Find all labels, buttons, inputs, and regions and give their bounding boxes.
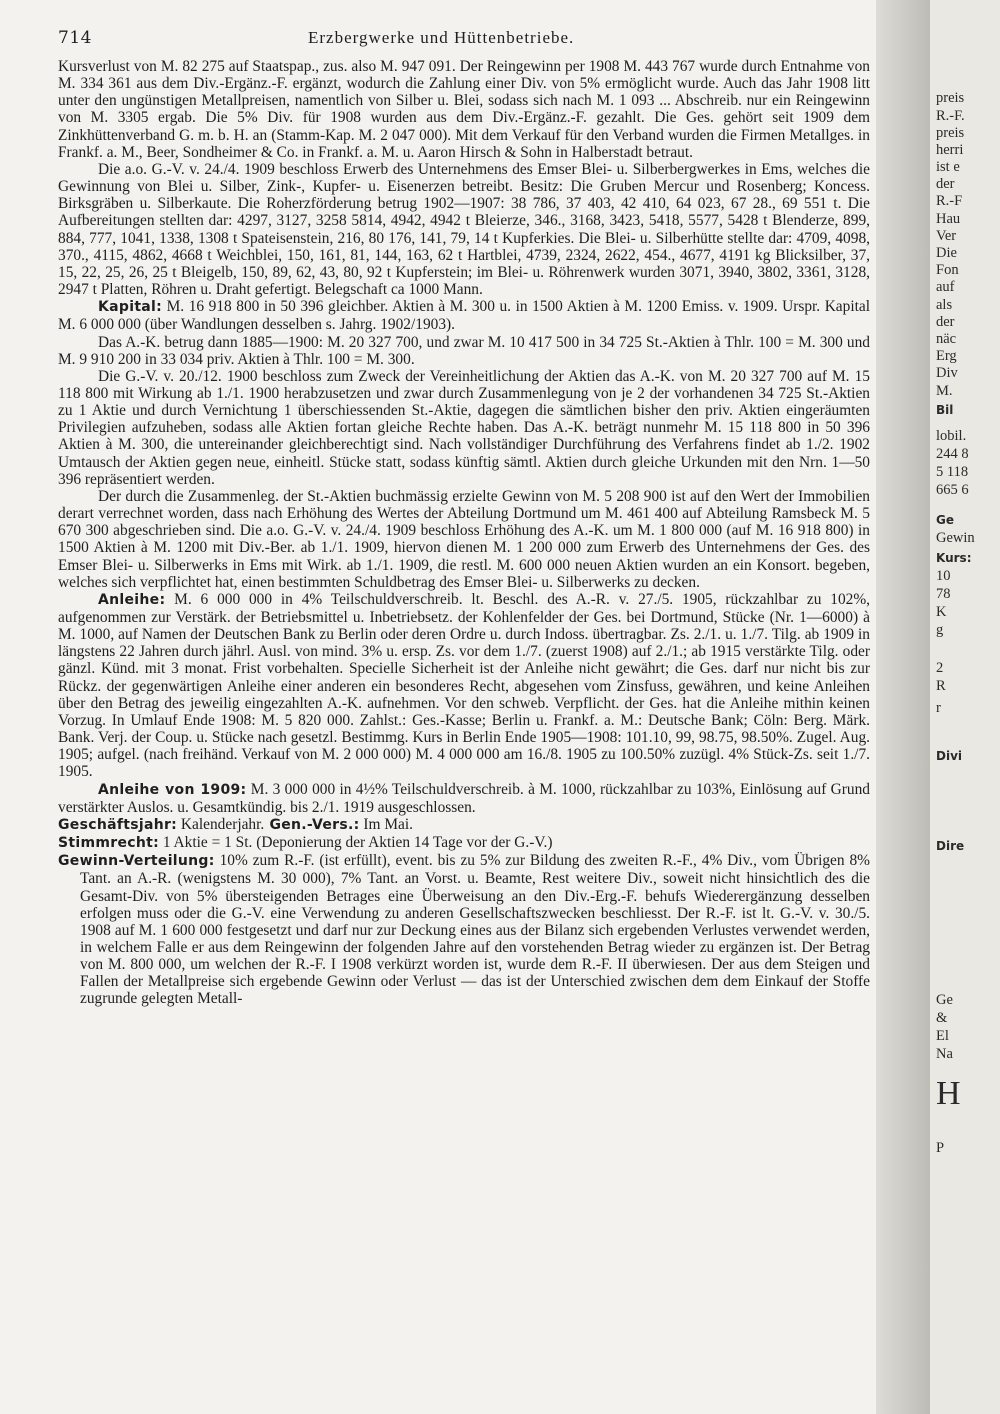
fragment: Gewin [936, 530, 975, 546]
fragment: K [936, 604, 947, 620]
running-header [58, 28, 870, 48]
paragraph-ak-1885: Das A.-K. betrug dann 1885—1900: M. 20 327 700, und zwar M. 10 417 500 in 34 725 St.-Aktien à Thlr. 100 = M. 300 und M. 9 910 200 in 33 034 priv. Aktien à Thlr. 100 = M. 300. [58, 333, 870, 368]
fragment: 5 118 [936, 464, 969, 480]
fragment: El [936, 1028, 949, 1044]
fragment: Fon [936, 262, 959, 278]
paragraph-zusammenlegung: Der durch die Zusammenleg. der St.-Aktien buchmässig erzielte Gewinn von M. 5 208 900 ist auf den Wert der Immobilien derart verrechnet worden, dass nach Erhöhung des Wertes der Abteilung Dortmund um M. 461 400 auf Abteilung Ramsbeck M. 5 670 300 abgeschrieben sind. Die a.o. G.-V. v. 24./4. 1909 beschloss Erhöhung des A.-K. um M. 1 800 000 (auf M. 16 918 800) in 1500 Aktien à M. 1200 mit Div.-Ber. ab 1./1. 1909, hiervon dienen M. 1 200 000 zum Erwerb des Unternehmens der Ges. des Emser Blei- u. Silberwerks in Ems mit Wirk. ab 1./1. 1909, die restl. M. 600 000 neuen Aktien wurden an ein Konsort. begeben, welches sich verpflichtet hat, einen bestimmten Schuldbetrag des Emser Blei- u. Silberwerks zu decken. [58, 487, 870, 591]
fragment: & [936, 1010, 948, 1026]
fragment: 78 [936, 586, 951, 602]
fragment: Na [936, 1046, 953, 1062]
fragment: lobil. [936, 428, 967, 444]
fragment: näc [936, 331, 957, 347]
paragraph-ems-acquisition: Die a.o. G.-V. v. 24./4. 1909 beschloss Erwerb des Unternehmens des Emser Blei- u. Silberbergwerkes in Ems, welches die Gewinnung von Blei u. Silber, Zink-, Kupfer- u. Eisenerzen betreibt. Besitz: Die Gruben Mercur und Rosenberg; Koncess. Birksgräben u. Silberkaute. Die Roherzförderung betrug 1902—1907: 38 786, 37 403, 42 410, 64 023, 67 28., 69 551 t. Die Aufbereitungen stellten dar: 4297, 3127, 3258 5814, 4942, 4942 t Bleierze, 346., 3168, 3423, 5418, 5577, 5428 t Blenderze, 899, 884, 777, 1041, 1338, 1308 t Spateisenstein, 216, 80 176, 141, 79, 14 t Kupferkies. Die Blei- u. Silberhütte stellte dar: 4709, 4098, 370., 4115, 4862, 4668 t Weichblei, 150, 161, 81, 144, 163, 62 t Hartblei, 4739, 2324, 2622, 454., 4677, 4191 kg Blicksilber, 37, 15, 22, 25, 26, 25 t Bleigelb, 150, 89, 62, 43, 80, 92 t Kupferstein; im Blei- u. Röhrenwerk wurden 3071, 3940, 3802, 3361, 3128, 2947 t Platten, Röhren u. Draht gefertigt. Belegschaft ca 1000 Mann. [58, 160, 870, 299]
fragment: Ge [936, 992, 953, 1008]
binding-gutter [876, 0, 930, 1414]
fragment: Hau [936, 211, 961, 227]
fragment: auf [936, 279, 955, 295]
fragment: Ver [936, 228, 957, 244]
anleihe-1909-heading: Anleihe von 1909: [98, 781, 247, 798]
stimmrecht-heading: Stimmrecht: [58, 835, 160, 852]
fragment: preis [936, 125, 965, 141]
paragraph-kursverlust: Kursverlust von M. 82 275 auf Staatspap., zus. also M. 947 091. Der Reingewinn per 1908 M. 443 767 wurde durch Entnahme von M. 334 361 aus dem Div.-Ergänz.-F. ergänzt, wodurch die Zahlung einer Div. von 5% ermöglicht wurde. Auch das Jahr 1908 litt unter den ungünstigen Metallpreisen, namentlich von Silber u. Blei, sodass sich nach M. 1 093 ... Abschreib. nur ein Reingewinn von M. 3305 ergab. Die 5% Div. für 1908 wurden aus dem Div.-Ergänz.-F. gezahlt. Die Ges. gehört seit 1909 dem Zinkhüttenverband G. m. b. H. an (Stamm-Kap. M. 2 047 000). Mit dem Verkauf für den Verband wurden die Firmen Metallges. in Frankf. a. M., Beer, Sondheimer & Co. in Frankf. a. M. u. Aaron Hirsch & Sohn in Halberstadt betraut. [58, 58, 870, 161]
fragment: ist e [936, 159, 960, 175]
fragment: der [936, 176, 955, 192]
geschaeftsjahr-heading: Geschäftsjahr: [58, 816, 178, 833]
fragment: M. [936, 383, 953, 399]
running-title: Erzbergwerke und Hüttenbetriebe. [308, 28, 575, 47]
paragraph-geschaeftsjahr: Geschäftsjahr: Kalenderjahr. Gen.-Vers.: Im Mai. [58, 815, 413, 833]
fragment: Kurs: [936, 551, 972, 565]
fragment: Dire [936, 839, 965, 853]
fragment: P [936, 1140, 945, 1156]
fragment: 2 [936, 660, 944, 676]
gewinn-verteilung-heading: Gewinn-Verteilung: [58, 853, 215, 870]
fragment: H [936, 1075, 961, 1112]
fragment: 665 6 [936, 482, 969, 498]
fragment: Ge [936, 513, 954, 527]
body-text [58, 58, 870, 1008]
fragment: 10 [936, 568, 951, 584]
paragraph-kapital: Kapital: M. 16 918 800 in 50 396 gleichber. Aktien à M. 300 u. in 1500 Aktien à M. 1200 Emiss. v. 1909. Urspr. Kapital M. 6 000 000 (über Wandlungen desselben s. Jahrg. 1902/1903). [58, 298, 870, 334]
fragment: R [936, 678, 946, 694]
kapital-heading: Kapital: [98, 299, 163, 316]
fragment: der [936, 314, 955, 330]
paragraph-anleihe: Anleihe: M. 6 000 000 in 4% Teilschuldverschreib. lt. Beschl. des A.-R. v. 27./5. 1905, rückzahlbar zu 102%, aufgenommen zur Verstärk. der Betriebsmittel u. Inbetriebsetz. der Kohlenfelder der Ges. bei Dortmund, Stücke (Nr. 1—6000) à M. 1000, auf Namen der Deutschen Bank zu Berlin oder deren Ordre u. durch Indoss. übertragbar. Zs. 2./1. u. 1./7. Tilg. ab 1909 in längstens 22 Jahren durch jährl. Ausl. von mind. 3% u. ersp. Zs. vor dem 1./7. (zuerst 1908) auf 2./1.; ab 1915 verstärkte Tilg. oder gänzl. Künd. mit 3 monat. Frist vorbehalten. Specielle Sicherheit ist der Anleihe nicht gewährt; die Ges. darf nur nicht bis zur Rückz. der gegenwärtigen Anleihe einer anderen ein besonderes Recht, abgesehen vom Zinsfuss, gewähren, und keine Anleihen über den Betrag des jeweilig eingezahlten A.-K. aufnehmen. Vor den schweb. Verpflicht. der Ges. hat die Anleihe mithin keinen Vorzug. In Umlauf Ende 1908: M. 5 820 000. Zahlst.: Ges.-Kasse; Berlin u. Frankf. a. M.: Deutsche Bank; Cöln: Berg. Märk. Bank. Verj. der Coup. u. Stücke nach gesetzl. Bestimmg. Kurs in Berlin Ende 1905—1908: 101.10, 99, 98.75, 98.50%. Zugel. Aug. 1905; aufgel. (nach freihänd. Verkauf von M. 2 000 000) M. 4 000 000 am 16./8. 1905 zu 100.50% zuzügl. 4% Stück-Zs. seit 1./7. 1905. [58, 590, 870, 781]
fragment: Div [936, 365, 958, 381]
main-column [58, 28, 870, 1008]
fragment: Die [936, 245, 957, 261]
fragment: R.-F [936, 193, 963, 209]
fragment: Divi [936, 749, 963, 763]
fragment: als [936, 297, 953, 313]
fragment: preis [936, 90, 965, 106]
anleihe-heading: Anleihe: [98, 591, 166, 608]
fragment: 244 8 [936, 446, 969, 462]
paragraph-stimmrecht: Stimmrecht: 1 Aktie = 1 St. (Deponierung der Aktien 14 Tage vor der G.-V.) [58, 834, 553, 852]
fragment: Bil [936, 403, 954, 417]
fragment: R.-F. [936, 108, 965, 124]
gen-vers-heading: Gen.-Vers.: [264, 816, 360, 833]
fragment: g [936, 622, 944, 638]
paragraph-gv-1900: Die G.-V. v. 20./12. 1900 beschloss zum Zweck der Vereinheitlichung der Aktien das A.-K. von M. 20 327 700 auf M. 15 118 800 mit Wirkung ab 1./1. 1900 herabzusetzen und zwar durch Zusammenlegung von je 2 der vorhandenen 34 725 St.-Aktien zu 1 Aktie und durch Vernichtung 1 überschiessenden St.-Aktie, dagegen die sämtlichen bisher den priv. Aktien eingeräumten Privilegien aufzuheben, sodass alle Aktien fortan gleiche Rechte haben. Das A.-K. beträgt nunmehr M. 15 118 800 in 50 396 Aktien à M. 300, die untereinander gleichberechtigt sind. Nach vollständiger Durchführung des Verfahrens findet ab 1./2. 1902 Umtausch der Aktien gegen neue, einheitl. Stücke statt, sodass künftig sämtl. Aktien durch gleiche Urkunden mit den Nrn. 1—50 396 repräsentiert werden. [58, 367, 870, 488]
facing-page-fragments [930, 0, 1000, 1414]
fragment: Erg [936, 348, 957, 364]
fragment: herri [936, 142, 964, 158]
page-number: 714 [58, 28, 92, 48]
paragraph-anleihe-1909: Anleihe von 1909: M. 3 000 000 in 4½% Teilschuldverschreib. à M. 1000, rückzahlbar zu 103%, Einlösung auf Grund verstärkter Auslos. u. Gesamtkündig. bis 2./1. 1919 ausgeschlossen. [58, 780, 870, 816]
fragment: r [936, 700, 941, 716]
paragraph-gewinn-verteilung: Gewinn-Verteilung: 10% zum R.-F. (ist erfüllt), event. bis zu 5% zur Bildung des zweiten R.-F., 4% Div., vom Übrigen 8% Tant. an A.-R. (wenigstens M. 30 000), 7% Tant. an Vorst. u. Beamte, Rest weitere Div., soweit nicht hinsichtlich des die Gesamt-Div. von 5% übersteigenden Betrages eine Überweisung an den Div.-Erg.-F. behufs Wiederergänzung desselben erfolgen muss oder die G.-V. eine Verwendung zu anderen Gesellschaftszwecken beschliesst. Der R.-F. ist lt. G.-V. v. 30./5. 1908 auf M. 1 600 000 festgesetzt und darf nur zur Deckung eines aus der Bilanz sich ergebenden Verlustes verwendet werden, in welchem Falle er aus dem Reingewinn der folgenden Jahre auf den vorstehenden Betrag wieder zu ergänzen ist. Der Betrag von M. 800 000, um welchen der R.-F. I 1908 verkürzt worden ist, wurde dem R.-F. II überwiesen. Der aus dem Steigen und Fallen der Metallpreise sich ergebende Gewinn oder Verlust — das ist der Unterschied zwischen dem dem Einkauf der Stoffe zugrunde gelegten Metall- [58, 852, 870, 1008]
